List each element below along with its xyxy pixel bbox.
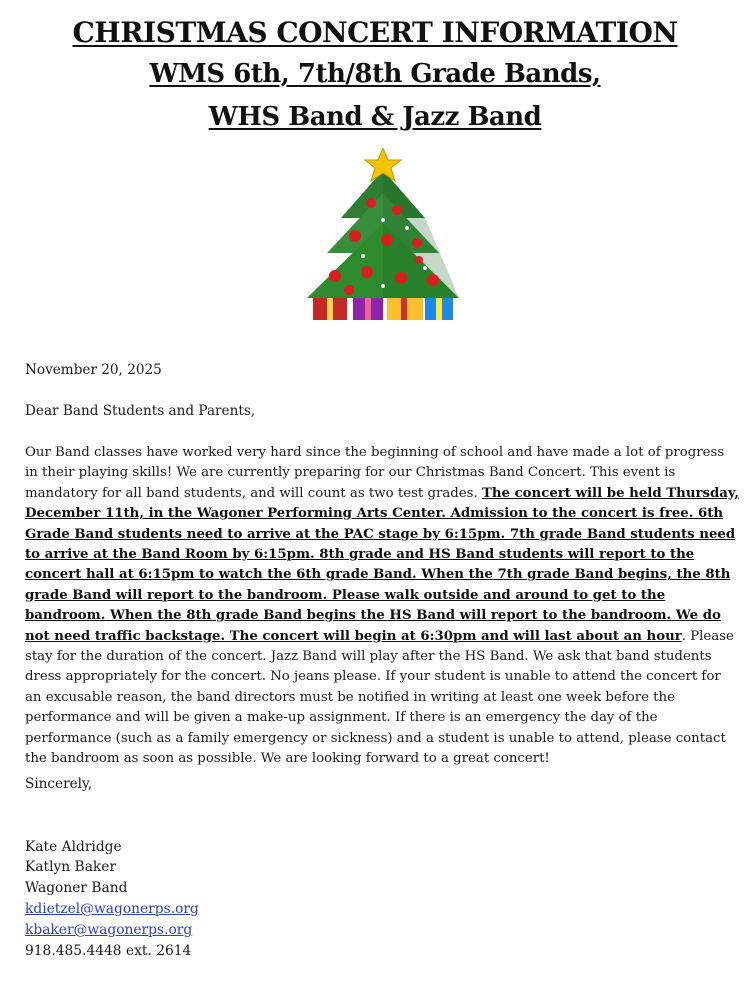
signature-org: Wagoner Band <box>25 880 128 896</box>
signature-phone: 918.485.4448 ext. 2614 <box>25 943 192 959</box>
title-line-3: WHS Band & Jazz Band <box>208 102 542 132</box>
email-link-2[interactable]: kbaker@wagonerps.org <box>25 922 193 938</box>
title-line-2: WMS 6th, 7th/8th Grade Bands, <box>149 59 601 89</box>
letter-closing: Sincerely, <box>25 776 93 792</box>
letter-date: November 20, 2025 <box>25 362 162 378</box>
body-concert-details: The concert will be held Thursday, December 11th, in the Wagoner Performing Arts Center. Admission to the concert is free. 6th Grade Band students need to arrive at the PAC stage by 6:15pm. 7th grade Band students need to arrive at the Band Room by 6:15pm. 8th grade and HS Band students will report to the concert hall at 6:15pm to watch the 6th grade Band. When the 7th grade Band begins, the 8th grade Band will report to the bandroom. Please walk outside and around to get to the bandroom. When the 8th grade Band begins the HS Band will report to the bandroom. We do not need traffic backstage. The concert will begin at 6:30pm and will last about an hour <box>25 485 739 644</box>
body-intro: Our Band classes have worked very hard since the beginning of school and have made a lot of progress in their playing skills! We are currently preparing for our Christmas Band Concert. This event is mandatory for all band students, and will count as two test grades. <box>25 445 725 501</box>
email-link-1[interactable]: kdietzel@wagonerps.org <box>25 901 199 917</box>
signature-name-1: Kate Aldridge <box>25 839 122 855</box>
letter-greeting: Dear Band Students and Parents, <box>25 403 256 419</box>
letter-body <box>25 443 741 770</box>
title-line-1: CHRISTMAS CONCERT INFORMATION <box>72 16 678 49</box>
christmas-tree-icon <box>283 148 483 328</box>
signature-name-2: Katlyn Baker <box>25 859 117 875</box>
body-outro: . Please stay for the duration of the concert. Jazz Band will play after the HS Band. We ask that band students dress appropriately for the concert. No jeans please. If your student is unable to attend the concert for an excusable reason, the band directors must be notified in writing at least one week before the performance and will be given a make-up assignment. If there is an emergency the day of the performance (such as a family emergency or sickness) and a student is unable to attend, please contact the bandroom as soon as possible. We are looking forward to a great concert! <box>25 628 734 767</box>
